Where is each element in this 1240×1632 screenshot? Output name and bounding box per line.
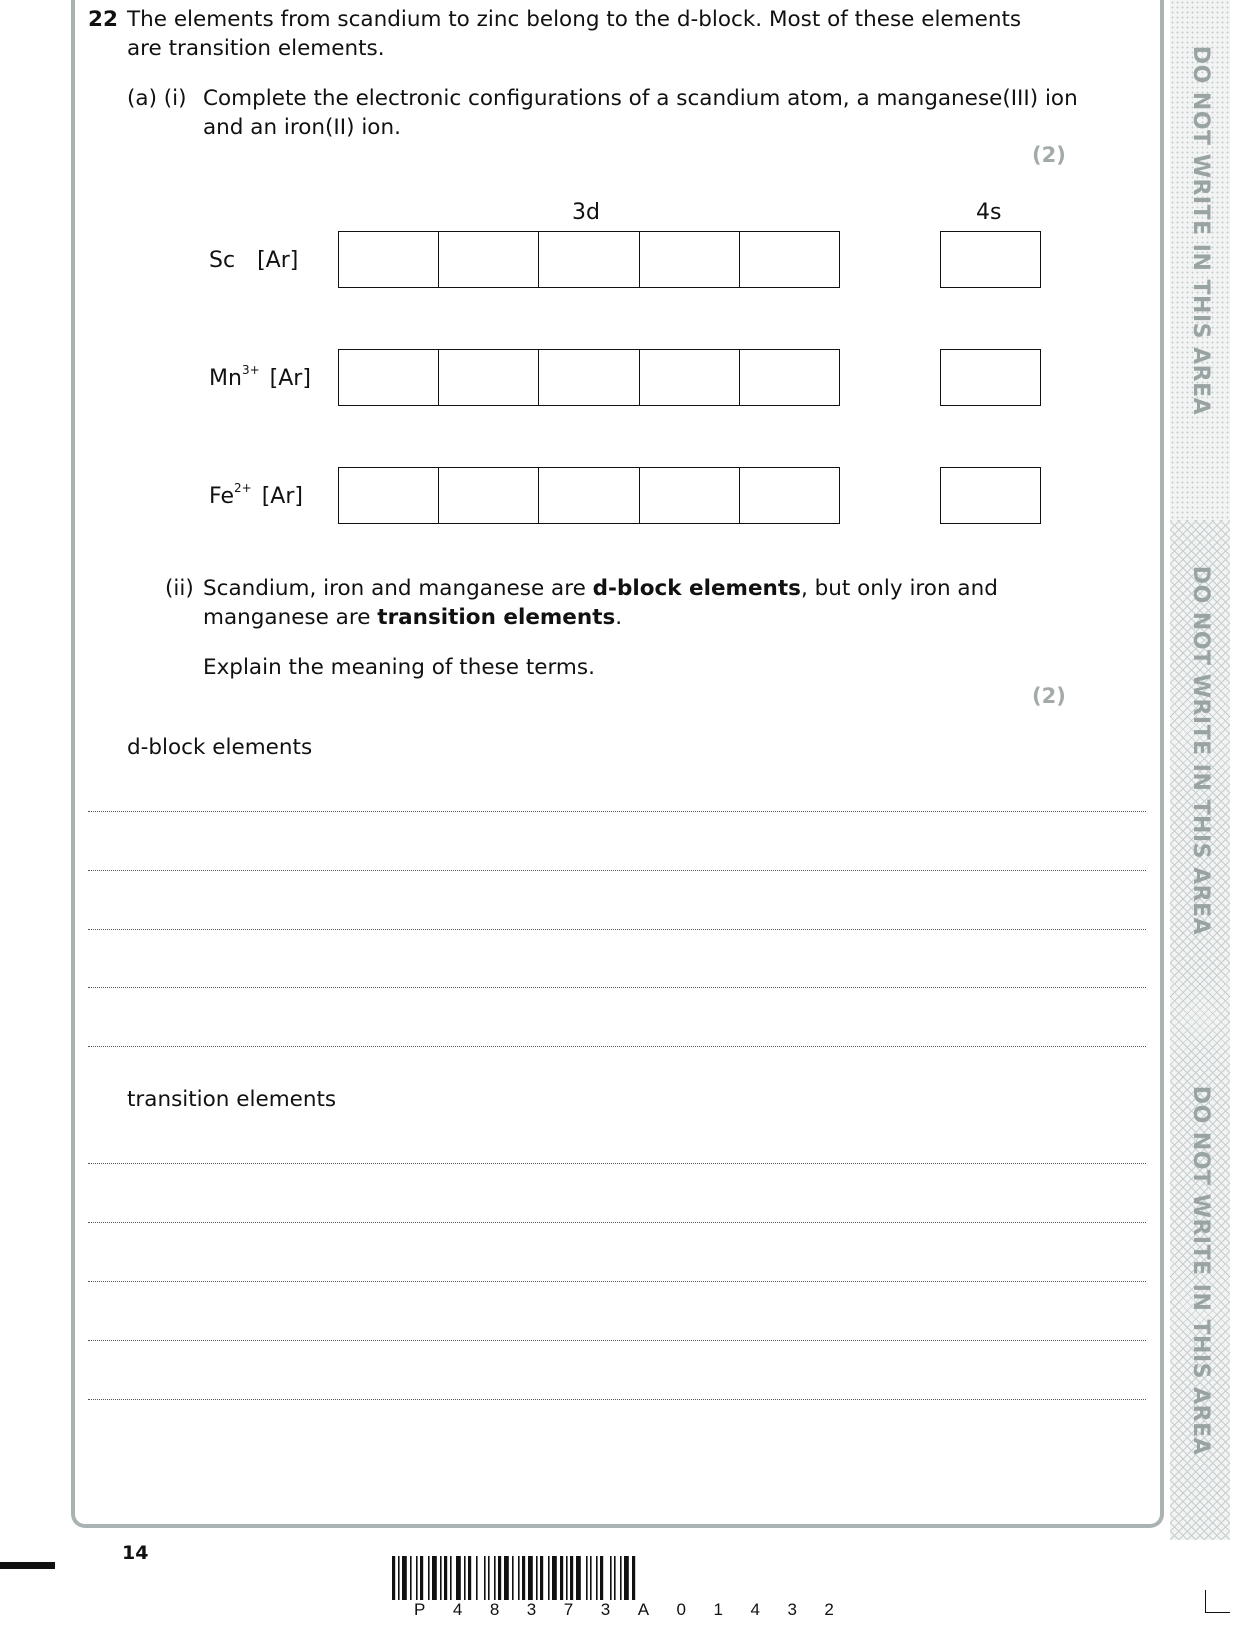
barcode-bar bbox=[596, 1556, 598, 1600]
core-notation: [Ar] bbox=[269, 366, 311, 391]
barcode-bar bbox=[494, 1556, 496, 1600]
mn-4s-orbital-box[interactable] bbox=[940, 349, 1041, 406]
barcode bbox=[392, 1556, 862, 1600]
barcode-bar bbox=[614, 1556, 616, 1600]
barcode-bar bbox=[450, 1556, 452, 1600]
barcode-digit: 8 bbox=[489, 1600, 500, 1619]
answer-line[interactable] bbox=[88, 1340, 1146, 1341]
question-intro-line2: are transition elements. bbox=[127, 36, 385, 61]
orbital-box[interactable] bbox=[339, 232, 439, 287]
barcode-digit: 2 bbox=[824, 1600, 834, 1619]
orbital-box[interactable] bbox=[539, 232, 639, 287]
element-symbol: Sc bbox=[209, 248, 236, 273]
barcode-bar bbox=[468, 1556, 471, 1600]
sc-3d-orbital-boxes[interactable] bbox=[338, 231, 840, 288]
term-transition: transition elements bbox=[377, 605, 616, 630]
orbital-box[interactable] bbox=[339, 468, 439, 523]
orbital-box[interactable] bbox=[339, 350, 439, 405]
orbital-box[interactable] bbox=[640, 350, 740, 405]
text: . bbox=[615, 605, 623, 630]
margin-warning-text: DO NOT WRITE IN THIS AREA bbox=[1188, 565, 1214, 935]
orbital-box[interactable] bbox=[439, 350, 539, 405]
element-symbol: Mn bbox=[209, 366, 242, 391]
header-4s: 4s bbox=[976, 200, 1002, 225]
part-a-ii-line1 bbox=[203, 574, 998, 603]
mn-3d-orbital-boxes[interactable] bbox=[338, 349, 840, 406]
barcode-digit: 3 bbox=[600, 1600, 611, 1619]
fe-4s-orbital-box[interactable] bbox=[940, 467, 1041, 524]
barcode-bar bbox=[440, 1556, 442, 1600]
barcode-bar bbox=[456, 1556, 461, 1600]
barcode-bar bbox=[624, 1556, 629, 1600]
orbital-box[interactable] bbox=[439, 468, 539, 523]
question-number: 22 bbox=[88, 7, 118, 32]
answer-line[interactable] bbox=[88, 1222, 1146, 1223]
barcode-digit: 3 bbox=[526, 1600, 537, 1619]
margin-warning-text: DO NOT WRITE IN THIS AREA bbox=[1188, 45, 1214, 415]
margin-warning-text: DO NOT WRITE IN THIS AREA bbox=[1188, 1085, 1214, 1455]
barcode-digits bbox=[414, 1600, 834, 1620]
part-a-ii-line2 bbox=[203, 603, 622, 632]
orbital-box[interactable] bbox=[439, 232, 539, 287]
barcode-bar bbox=[632, 1556, 635, 1600]
barcode-bar bbox=[398, 1556, 400, 1600]
d-block-heading: d-block elements bbox=[127, 735, 313, 760]
text: Scandium, iron and manganese are bbox=[203, 576, 593, 601]
barcode-bar bbox=[540, 1556, 543, 1600]
page-number: 14 bbox=[122, 1542, 149, 1564]
barcode-digit: A bbox=[637, 1600, 650, 1619]
barcode-bar bbox=[548, 1556, 550, 1600]
barcode-bar bbox=[518, 1556, 520, 1600]
barcode-bar bbox=[488, 1556, 490, 1600]
answer-line[interactable] bbox=[88, 987, 1146, 988]
barcode-bar bbox=[476, 1556, 478, 1600]
barcode-digit: P bbox=[414, 1600, 426, 1619]
barcode-digit: 4 bbox=[750, 1600, 760, 1619]
barcode-bar bbox=[560, 1556, 563, 1600]
answer-line[interactable] bbox=[88, 1163, 1146, 1164]
barcode-bar bbox=[552, 1556, 557, 1600]
part-a-ii-marks: (2) bbox=[1032, 684, 1066, 708]
part-a-ii-instruction: Explain the meaning of these terms. bbox=[203, 655, 595, 680]
barcode-digit: 7 bbox=[563, 1600, 574, 1619]
margin-warning bbox=[1183, 1085, 1219, 1455]
transition-heading: transition elements bbox=[127, 1087, 337, 1112]
barcode-bar bbox=[464, 1556, 466, 1600]
barcode-bar bbox=[444, 1556, 447, 1600]
core-notation: [Ar] bbox=[261, 484, 303, 509]
orbital-box[interactable] bbox=[539, 350, 639, 405]
core-notation: [Ar] bbox=[257, 248, 299, 273]
config-row-sc-label bbox=[209, 248, 298, 273]
answer-line[interactable] bbox=[88, 1399, 1146, 1400]
config-row-fe-label bbox=[209, 481, 303, 509]
part-a-i-text-line1: Complete the electronic configurations of a scandium atom, a manganese(III) ion bbox=[203, 86, 1078, 111]
barcode-bar bbox=[620, 1556, 622, 1600]
barcode-digit: 0 bbox=[676, 1600, 686, 1619]
barcode-digit: 4 bbox=[452, 1600, 463, 1619]
orbital-box[interactable] bbox=[539, 468, 639, 523]
text: , but only iron and bbox=[800, 576, 998, 601]
barcode-bar bbox=[528, 1556, 533, 1600]
corner-mark bbox=[1205, 1590, 1206, 1612]
margin-warning bbox=[1183, 565, 1219, 935]
answer-line[interactable] bbox=[88, 870, 1146, 871]
part-a-i-text-line2: and an iron(II) ion. bbox=[203, 115, 401, 140]
part-a-i-marks: (2) bbox=[1032, 143, 1066, 167]
barcode-bar bbox=[586, 1556, 588, 1600]
barcode-bar bbox=[392, 1556, 395, 1600]
barcode-bar bbox=[522, 1556, 525, 1600]
corner-mark bbox=[1205, 1612, 1230, 1613]
orbital-box[interactable] bbox=[740, 232, 839, 287]
barcode-bar bbox=[570, 1556, 573, 1600]
orbital-box[interactable] bbox=[740, 468, 839, 523]
barcode-bar bbox=[402, 1556, 407, 1600]
barcode-bar bbox=[484, 1556, 486, 1600]
barcode-digit: 3 bbox=[787, 1600, 797, 1619]
part-a-i-label: (a) (i) bbox=[127, 86, 187, 111]
barcode-bar bbox=[590, 1556, 592, 1600]
question-intro-line1: The elements from scandium to zinc belong to the d-block. Most of these elements bbox=[127, 7, 1022, 32]
ion-charge: 3+ bbox=[241, 363, 260, 377]
orbital-box[interactable] bbox=[640, 468, 740, 523]
barcode-bar bbox=[576, 1556, 581, 1600]
answer-line[interactable] bbox=[88, 929, 1146, 930]
answer-line[interactable] bbox=[88, 1046, 1146, 1047]
barcode-bar bbox=[410, 1556, 412, 1600]
barcode-bar bbox=[536, 1556, 538, 1600]
barcode-bar bbox=[566, 1556, 568, 1600]
page-border bbox=[71, 0, 1164, 1528]
margin-warning bbox=[1183, 45, 1219, 415]
ion-charge: 2+ bbox=[234, 481, 252, 495]
orbital-box[interactable] bbox=[740, 350, 839, 405]
barcode-bar bbox=[428, 1556, 430, 1600]
barcode-bar bbox=[504, 1556, 509, 1600]
text: manganese are bbox=[203, 605, 378, 630]
page-marker-bar bbox=[0, 1562, 55, 1569]
answer-line[interactable] bbox=[88, 1281, 1146, 1282]
orbital-box[interactable] bbox=[640, 232, 740, 287]
config-row-mn-label bbox=[209, 363, 311, 391]
fe-3d-orbital-boxes[interactable] bbox=[338, 467, 840, 524]
part-a-ii-label: (ii) bbox=[165, 576, 194, 601]
barcode-digit: 1 bbox=[713, 1600, 723, 1619]
element-symbol: Fe bbox=[209, 484, 234, 509]
answer-line[interactable] bbox=[88, 811, 1146, 812]
barcode-bar bbox=[600, 1556, 603, 1600]
barcode-bar bbox=[420, 1556, 423, 1600]
barcode-bar bbox=[416, 1556, 418, 1600]
sc-4s-orbital-box[interactable] bbox=[940, 231, 1041, 288]
header-3d: 3d bbox=[572, 200, 600, 225]
barcode-bar bbox=[498, 1556, 501, 1600]
term-d-block: d-block elements bbox=[592, 576, 801, 601]
barcode-bar bbox=[432, 1556, 437, 1600]
barcode-bar bbox=[512, 1556, 514, 1600]
barcode-bar bbox=[610, 1556, 612, 1600]
